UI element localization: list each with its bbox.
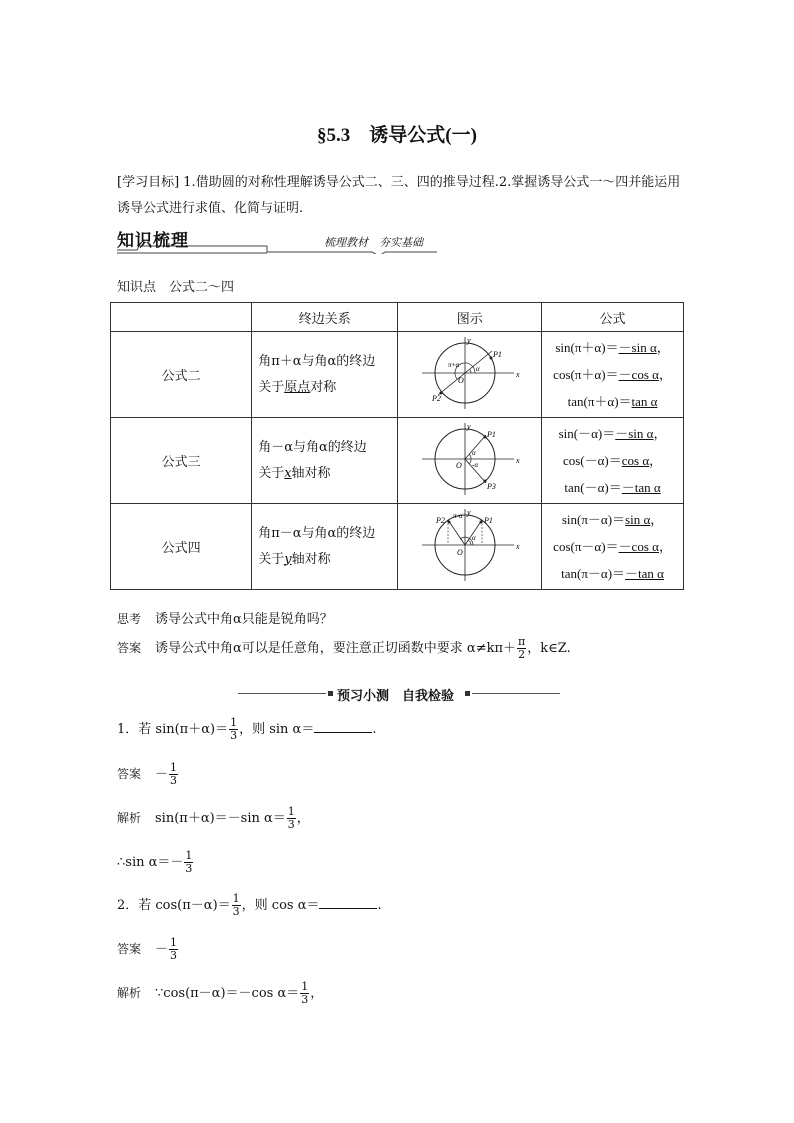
formula-line — [543, 361, 682, 388]
formula-lhs: sin(－α)＝ — [558, 426, 616, 441]
formula-cell — [542, 332, 684, 418]
conclusion-1 — [117, 850, 194, 875]
origin-label: O — [455, 460, 462, 470]
divider-left — [238, 693, 326, 694]
fraction — [184, 850, 193, 875]
point-label: P1 — [483, 515, 493, 525]
question-text: 1．若 sin(π＋α)＝ — [117, 722, 229, 737]
objective-label: [学习目标] — [117, 175, 180, 190]
angle-label: -α — [471, 460, 478, 469]
knowledge-point-heading: 知识点 公式二～四 — [117, 280, 235, 295]
angle-label: α — [471, 533, 476, 542]
fraction-numerator: 1 — [287, 805, 295, 818]
answer-sign: － — [155, 942, 169, 957]
axis-label-y: y — [466, 421, 471, 431]
unit-circle-diagram-x-axis — [420, 421, 520, 497]
formula-rhs: －cos α — [618, 539, 659, 554]
fraction-denominator: 3 — [287, 818, 295, 831]
fraction-denominator: 3 — [232, 905, 240, 918]
terminal-relation — [252, 418, 398, 504]
relation-line: 角－α与角α的终边 — [258, 439, 367, 455]
learning-objectives — [117, 170, 687, 222]
formula-rhs: －sin α — [618, 340, 657, 355]
formula-rhs: －sin α — [615, 426, 654, 441]
formula-lhs: sin(π＋α)＝ — [555, 340, 619, 355]
origin-label: O — [456, 547, 463, 557]
formula-lhs: cos(π＋α)＝ — [553, 367, 619, 382]
section-heading: 预习小测 自我检验 — [337, 689, 455, 704]
formula-rhs: sin α — [625, 512, 651, 527]
explanation-text: sin(π＋α)＝－sin α＝ — [155, 811, 286, 826]
fraction — [300, 981, 309, 1006]
relation-suffix: 轴对称 — [291, 551, 331, 567]
explanation-1 — [117, 806, 310, 831]
explanation-end: ， — [296, 811, 310, 826]
point-label: P2 — [431, 393, 441, 403]
angle-label: α — [471, 448, 476, 457]
answer-sign: － — [155, 767, 169, 782]
formula-rhs: tan α — [631, 394, 658, 409]
banner-title: 知识梳理 — [117, 231, 189, 251]
divider-square — [328, 691, 333, 696]
conclusion-text: ∴sin α＝－ — [117, 855, 184, 870]
formula-end: ， — [658, 367, 672, 382]
fraction-numerator: π — [518, 635, 526, 648]
banner-subtitle: 梳理教材 夯实基础 — [324, 236, 423, 249]
fraction — [169, 937, 178, 962]
fraction — [517, 636, 526, 661]
fraction-numerator: 1 — [230, 716, 238, 729]
answer-label: 答案 — [117, 767, 142, 781]
header-cell: 公式 — [542, 303, 684, 332]
formula-line — [543, 388, 682, 415]
terminal-relation — [252, 504, 398, 590]
fraction — [232, 893, 241, 918]
unit-circle-figure — [398, 418, 542, 504]
question-text: ，则 cos α＝ — [241, 898, 320, 913]
explanation-label: 解析 — [117, 986, 142, 1000]
axis-label-y: y — [466, 335, 471, 345]
question-end: . — [377, 898, 382, 913]
table-row — [111, 332, 684, 418]
formula-line — [543, 533, 682, 560]
thinking-label: 思考 — [117, 612, 142, 626]
formula-name: 公式三 — [111, 418, 252, 504]
question-2 — [117, 893, 382, 918]
relation-line: 角π＋α与角α的终边 — [258, 353, 376, 369]
fraction-denominator: 3 — [230, 729, 238, 742]
header-cell: 图示 — [398, 303, 542, 332]
explanation-end: ， — [310, 986, 324, 1001]
relation-key: y — [284, 551, 292, 567]
formula-cell — [542, 418, 684, 504]
formula-rhs: －cos α — [618, 367, 659, 382]
question-end: . — [372, 722, 377, 737]
formula-rhs: cos α — [621, 453, 650, 468]
axis-label-x: x — [515, 455, 520, 465]
point-label: P1 — [486, 429, 496, 439]
angle-label: π-α — [452, 511, 463, 520]
unit-circle-diagram-y-axis — [420, 507, 520, 583]
answer-blank[interactable] — [319, 896, 377, 909]
fraction-numerator: 1 — [232, 892, 240, 905]
formula-end: ， — [658, 539, 672, 554]
relation-suffix: 对称 — [310, 379, 337, 395]
header-cell — [111, 303, 252, 332]
relation-key: 原点 — [284, 379, 311, 395]
answer-2 — [117, 937, 179, 962]
fraction-denominator: 3 — [301, 993, 309, 1006]
formula-line — [543, 447, 682, 474]
explanation-label: 解析 — [117, 811, 142, 825]
relation-key: x — [284, 465, 292, 481]
fraction-denominator: 3 — [170, 774, 178, 787]
objective-text: 1.借助圆的对称性理解诱导公式二、三、四的推导过程.2.掌握诱导公式一～四并能运用诱导公式进行求值、化简与证明. — [117, 175, 681, 216]
answer-text: 诱导公式中角α可以是任意角，要注意正切函数中要求 α≠kπ＋ — [155, 641, 517, 656]
table-row — [111, 504, 684, 590]
fraction-numerator: 1 — [301, 980, 309, 993]
angle-label: α — [475, 364, 480, 373]
formula-end: ， — [656, 340, 670, 355]
question-text: 2．若 cos(π－α)＝ — [117, 898, 231, 913]
formula-lhs: tan(π－α)＝ — [561, 566, 626, 581]
formula-name: 公式四 — [111, 504, 252, 590]
relation-line: 角π－α与角α的终边 — [258, 525, 376, 541]
fraction-denominator: 3 — [185, 862, 193, 875]
formula-lhs: cos(－α)＝ — [562, 453, 622, 468]
formula-line — [543, 474, 682, 501]
fraction-denominator: 3 — [170, 949, 178, 962]
divider-right — [472, 693, 560, 694]
relation-prefix: 关于 — [258, 465, 285, 481]
fraction-numerator: 1 — [170, 761, 178, 774]
formula-end: ， — [653, 426, 667, 441]
unit-circle-figure — [398, 332, 542, 418]
formula-cell — [542, 504, 684, 590]
formula-lhs: cos(π－α)＝ — [553, 539, 619, 554]
answer-label: 答案 — [117, 942, 142, 956]
thinking-question — [117, 608, 333, 627]
fraction — [229, 717, 238, 742]
axis-label-x: x — [515, 369, 520, 379]
page-title: §5.3 诱导公式(一) — [317, 125, 477, 146]
fraction-denominator: 2 — [518, 648, 526, 661]
thinking-question-text: 诱导公式中角α只能是锐角吗？ — [155, 612, 333, 627]
origin-label: O — [457, 375, 464, 385]
formula-line — [543, 420, 682, 447]
point-label: P3 — [486, 481, 496, 491]
terminal-relation — [252, 332, 398, 418]
relation-suffix: 轴对称 — [291, 465, 331, 481]
formula-line — [543, 334, 682, 361]
point-label: P2 — [435, 515, 445, 525]
angle-label: π+α — [447, 360, 459, 369]
relation-prefix: 关于 — [258, 551, 285, 567]
formula-line — [543, 560, 682, 587]
answer-text-end: ，k∈Z. — [527, 641, 571, 656]
table-row — [111, 418, 684, 504]
answer-label: 答案 — [117, 641, 142, 655]
question-1 — [117, 717, 376, 742]
formula-lhs: tan(－α)＝ — [564, 480, 622, 495]
fraction — [287, 806, 296, 831]
unit-circle-diagram-origin — [420, 335, 520, 411]
divider-square — [465, 691, 470, 696]
formula-rhs: －tan α — [625, 566, 664, 581]
formula-line — [543, 506, 682, 533]
explanation-2 — [117, 981, 323, 1006]
unit-circle-figure — [398, 504, 542, 590]
formula-rhs: －tan α — [621, 480, 661, 495]
formula-table — [110, 302, 684, 590]
point-label: P1 — [492, 349, 502, 359]
formula-name: 公式二 — [111, 332, 252, 418]
formula-lhs: tan(π＋α)＝ — [567, 394, 632, 409]
relation-prefix: 关于 — [258, 379, 285, 395]
axis-label-x: x — [515, 541, 520, 551]
thinking-answer — [117, 636, 571, 661]
formula-end: ， — [650, 512, 664, 527]
fraction-numerator: 1 — [170, 936, 178, 949]
question-text: ，则 sin α＝ — [239, 722, 315, 737]
answer-blank[interactable] — [314, 720, 372, 733]
explanation-text: ∵cos(π－α)＝－cos α＝ — [155, 986, 300, 1001]
table-header-row — [111, 303, 684, 332]
fraction-numerator: 1 — [185, 849, 193, 862]
formula-lhs: sin(π－α)＝ — [561, 512, 626, 527]
fraction — [169, 762, 178, 787]
answer-1 — [117, 762, 179, 787]
formula-end: ， — [649, 453, 663, 468]
header-cell: 终边关系 — [252, 303, 398, 332]
axis-label-y: y — [466, 507, 471, 517]
